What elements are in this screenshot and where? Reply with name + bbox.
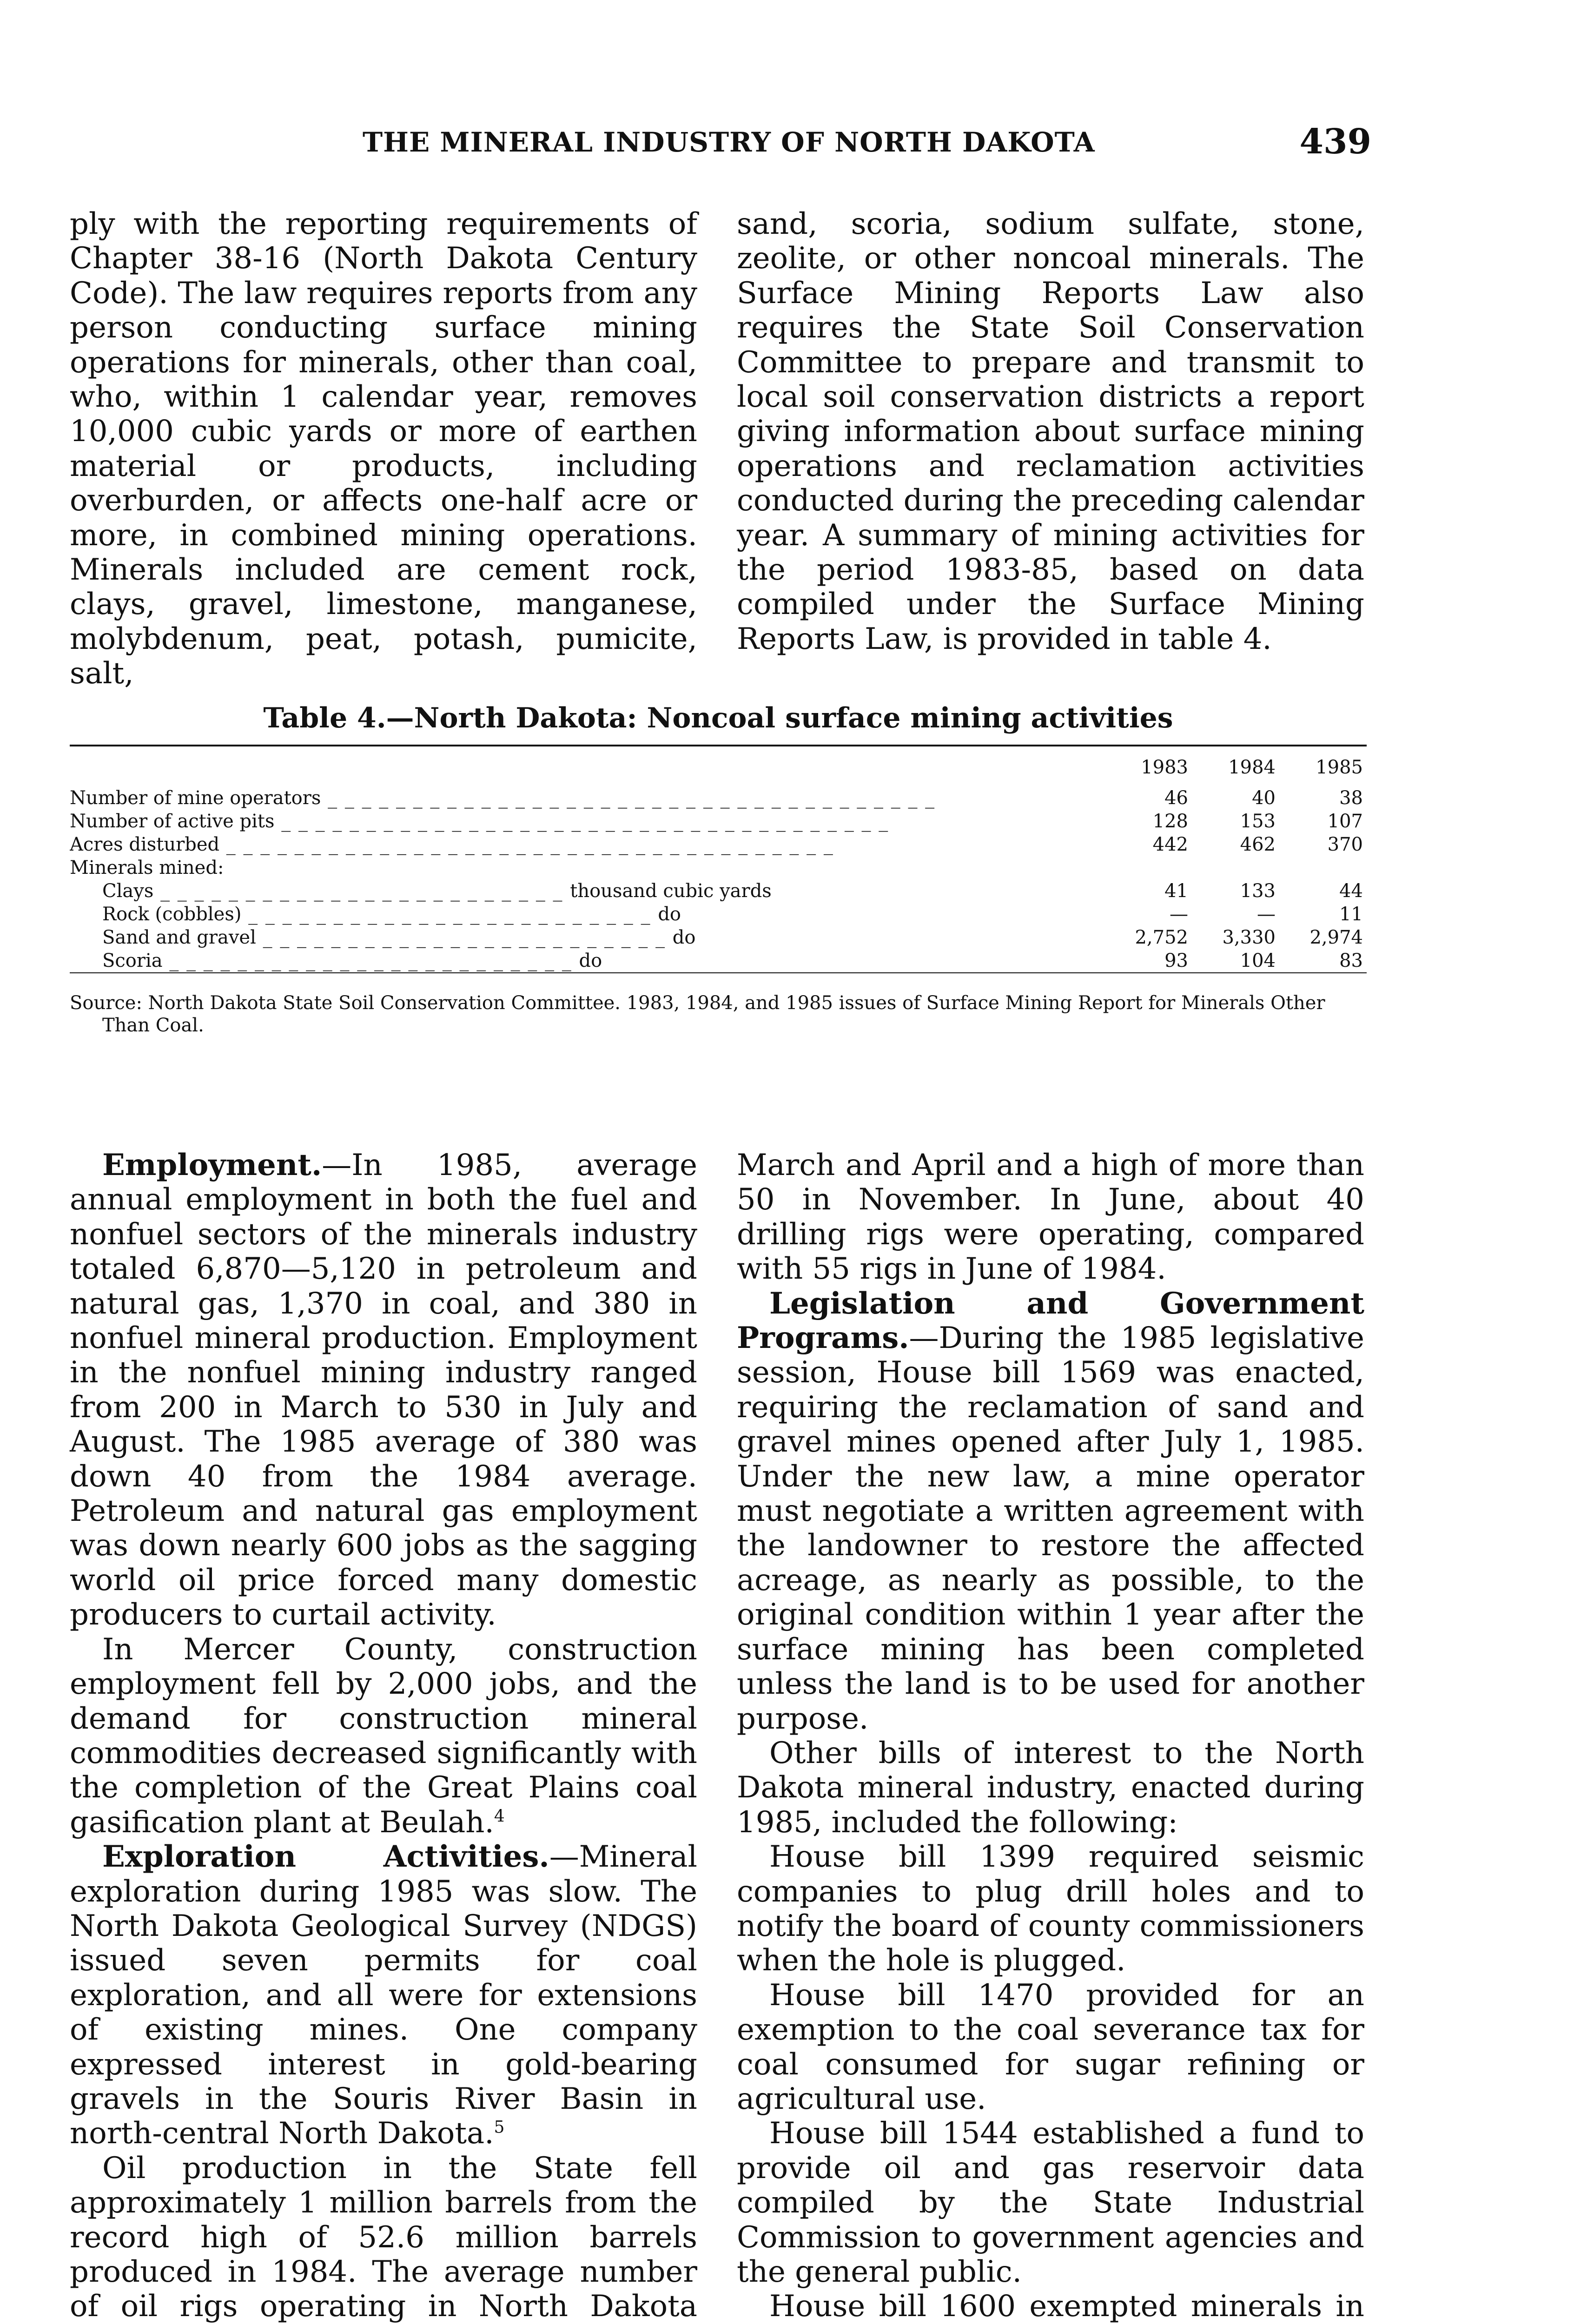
value-1985: 38: [1339, 787, 1363, 809]
value-1984: 133: [1240, 880, 1276, 902]
value-1983: 93: [1164, 950, 1188, 971]
row-label-cell: [70, 879, 1104, 903]
table-row: [70, 903, 1367, 926]
hb1470-paragraph: House bill 1470 provided for an exemption to the coal severance tax for coal consumed for sugar refining or agricultural use.: [737, 1978, 1364, 2116]
leader-dashes: _ _ _ _ _ _ _ _ _ _ _ _ _ _ _ _ _ _ _ _ _ _ _ _: [162, 950, 579, 971]
footnote-ref-4: 4: [494, 1807, 505, 1826]
leader-dashes: _ _ _ _ _ _ _ _ _ _ _ _ _ _ _ _ _ _ _ _ _ _ _ _: [153, 880, 570, 902]
row-label-cell: [70, 856, 1104, 879]
mercer-paragraph: [70, 1632, 697, 1840]
row-label-cell: [70, 949, 1104, 972]
value-1985: 370: [1327, 834, 1363, 855]
other-bills-paragraph: Other bills of interest to the North Dakota mineral industry, enacted during 1985, included the following:: [737, 1736, 1364, 1840]
row-unit: thousand cubic yards: [570, 880, 772, 902]
exploration-heading: Exploration Activities.: [102, 1839, 549, 1875]
row-label-cell: [70, 810, 1104, 833]
mercer-text: In Mercer County, construction employment fell by 2,000 jobs, and the demand for construction mineral commodities decreased significantly with the completion of the Great Plains coal gasification plant at Beulah.: [70, 1632, 697, 1840]
row-label: Scoria: [102, 950, 163, 971]
table-bottom-rule: [70, 972, 1367, 973]
legislation-text: —During the 1985 legislative session, House bill 1569 was enacted, requiring the reclamation of sand and gravel mines opened after July 1, 1985. Under the new law, a mine operator must negotiate a written agreement with the landowner to restore the affected acreage, as nearly as possible, to the original condition within 1 year after the surface mining has been completed unless the land is to be used for another purpose.: [737, 1321, 1364, 1736]
hb1544-paragraph: House bill 1544 established a fund to provide oil and gas reservoir data compiled by the State Industrial Commission to government agencies and the general public.: [737, 2116, 1364, 2289]
legislation-paragraph: [737, 1287, 1364, 1736]
row-label-cell: [70, 926, 1104, 949]
row-label-cell: [70, 833, 1104, 856]
value-1984: [1192, 856, 1279, 879]
oil-paragraph: Oil production in the State fell approximately 1 million barrels from the record high of 52.6 million barrels produced in 1984. The average number of oil rigs operating in North Dakota: [70, 2151, 697, 2324]
employment-heading: Employment.: [102, 1148, 322, 1182]
value-1984: —: [1257, 904, 1276, 925]
data-table: [70, 746, 1367, 972]
value-1984: 40: [1252, 787, 1276, 809]
oil-continued-paragraph: March and April and a high of more than 50 in November. In June, about 40 drilling rigs were operating, compared with 55 rigs in June of 1984.: [737, 1148, 1364, 1287]
footnote-ref-5: 5: [494, 2118, 505, 2138]
table-row: [70, 833, 1367, 856]
value-1985: 2,974: [1309, 927, 1363, 948]
row-unit: do: [579, 950, 602, 971]
value-1983: 128: [1152, 811, 1188, 832]
value-1985: [1279, 856, 1367, 879]
table-row: [70, 810, 1367, 833]
leader-dashes: _ _ _ _ _ _ _ _ _ _ _ _ _ _ _ _ _ _ _ _ _ _ _ _: [256, 927, 673, 948]
exploration-text: —Mineral exploration during 1985 was slow. The North Dakota Geological Survey (NDGS) issued seven permits for coal exploration, and all were for extensions of existing mines. One company expressed interest in gold-bearing gravels in the Souris River Basin in north-central North Dakota.: [70, 1840, 697, 2151]
row-label: Clays: [102, 880, 154, 902]
row-unit: do: [658, 904, 681, 925]
employment-paragraph: [70, 1148, 697, 1632]
value-1983: 2,752: [1135, 927, 1188, 948]
value-1984: 3,330: [1222, 927, 1276, 948]
value-1984: 104: [1240, 950, 1276, 971]
table-row: [70, 926, 1367, 949]
intro-left-column: [70, 207, 697, 691]
column-header-1983: 1983: [1141, 757, 1188, 778]
value-1985: 107: [1327, 811, 1363, 832]
table-row: [70, 879, 1367, 903]
body-right-column: [737, 1148, 1364, 2324]
table-row: [70, 786, 1367, 810]
column-header-label: [70, 746, 1104, 786]
leader-dashes: _ _ _ _ _ _ _ _ _ _ _ _ _ _ _ _ _ _ _ _ _ _ _ _ _ _ _ _ _ _ _ _ _ _ _ _: [321, 787, 936, 809]
row-label: Minerals mined:: [70, 857, 224, 878]
table-row: [70, 856, 1367, 879]
table-row: [70, 949, 1367, 972]
value-1983: 442: [1152, 834, 1188, 855]
value-1985: 44: [1339, 880, 1363, 902]
row-label: Acres disturbed: [70, 834, 220, 855]
value-1983: —: [1170, 904, 1188, 925]
row-label: Sand and gravel: [102, 927, 256, 948]
value-1983: 41: [1164, 880, 1188, 902]
intro-right-column: [737, 207, 1364, 656]
table-4: [70, 702, 1367, 1037]
leader-dashes: _ _ _ _ _ _ _ _ _ _ _ _ _ _ _ _ _ _ _ _ _ _ _ _ _ _ _ _ _ _ _ _ _ _ _ _: [274, 811, 889, 832]
row-label: Number of active pits: [70, 811, 275, 832]
value-1984: 153: [1240, 811, 1276, 832]
value-1984: 462: [1240, 834, 1276, 855]
leader-dashes: _ _ _ _ _ _ _ _ _ _ _ _ _ _ _ _ _ _ _ _ _ _ _ _ _ _ _ _ _ _ _ _ _ _ _ _: [219, 834, 834, 855]
value-1983: 46: [1164, 787, 1188, 809]
legislation-heading: Legislation and Government Programs.: [737, 1286, 1364, 1356]
intro-left-paragraph: ply with the reporting requirements of Chapter 38-16 (North Dakota Century Code). The law requires reports from any person conducting surface mining operations for minerals, other than coal, who, within 1 calendar year, removes 10,000 cubic yards or more of earthen material or products, including overburden, or affects one-half acre or more, in combined mining operations. Minerals included are cement rock, clays, gravel, limestone, manganese, molybdenum, peat, potash, pumicite, salt,: [70, 207, 697, 691]
hb1600-paragraph: House bill 1600 exempted minerals in: [769, 2289, 1364, 2324]
table-title: Table 4.—North Dakota: Noncoal surface mining activities: [263, 702, 1173, 734]
running-title: THE MINERAL INDUSTRY OF NORTH DAKOTA: [363, 126, 1095, 158]
table-source-note: Source: North Dakota State Soil Conservation Committee. 1983, 1984, and 1985 issues of Surface Mining Report for Minerals Other Than Coal.: [70, 992, 1325, 1036]
column-header-1985: 1985: [1316, 757, 1363, 778]
table-header-row: [70, 746, 1367, 786]
table-body: [70, 786, 1367, 972]
value-1985: 11: [1339, 904, 1363, 925]
value-1983: [1104, 856, 1192, 879]
row-unit: do: [672, 927, 696, 948]
column-header-1984: 1984: [1228, 757, 1276, 778]
page-number: 439: [1299, 122, 1371, 162]
row-label: Number of mine operators: [70, 787, 321, 809]
hb1399-paragraph: House bill 1399 required seismic companies to plug drill holes and to notify the board of county commissioners when the hole is plugged.: [737, 1840, 1364, 1978]
employment-text: —In 1985, average annual employment in both the fuel and nonfuel sectors of the minerals industry totaled 6,870—5,120 in petroleum and natural gas, 1,370 in coal, and 380 in nonfuel mineral production. Employment in the nonfuel mining industry ranged from 200 in March to 530 in July and August. The 1985 average of 380 was down 40 from the 1984 average. Petroleum and natural gas employment was down nearly 600 jobs as the sagging world oil price forced many domestic producers to curtail activity.: [70, 1148, 697, 1632]
exploration-paragraph: [70, 1840, 697, 2151]
intro-right-paragraph: sand, scoria, sodium sulfate, stone, zeolite, or other noncoal minerals. The Surface Mining Reports Law also requires the State Soil Conservation Committee to prepare and transmit to local soil conservation districts a report giving information about surface mining operations and reclamation activities conducted during the preceding calendar year. A summary of mining activities for the period 1983-85, based on data compiled under the Surface Mining Reports Law, is provided in table 4.: [737, 207, 1364, 656]
row-label-cell: [70, 903, 1104, 926]
row-label: Rock (cobbles): [102, 904, 242, 925]
row-label-cell: [70, 786, 1104, 810]
leader-dashes: _ _ _ _ _ _ _ _ _ _ _ _ _ _ _ _ _ _ _ _ _ _ _ _: [241, 904, 658, 925]
running-header: [70, 122, 1371, 164]
value-1985: 83: [1339, 950, 1363, 971]
body-left-column: [70, 1148, 697, 2324]
